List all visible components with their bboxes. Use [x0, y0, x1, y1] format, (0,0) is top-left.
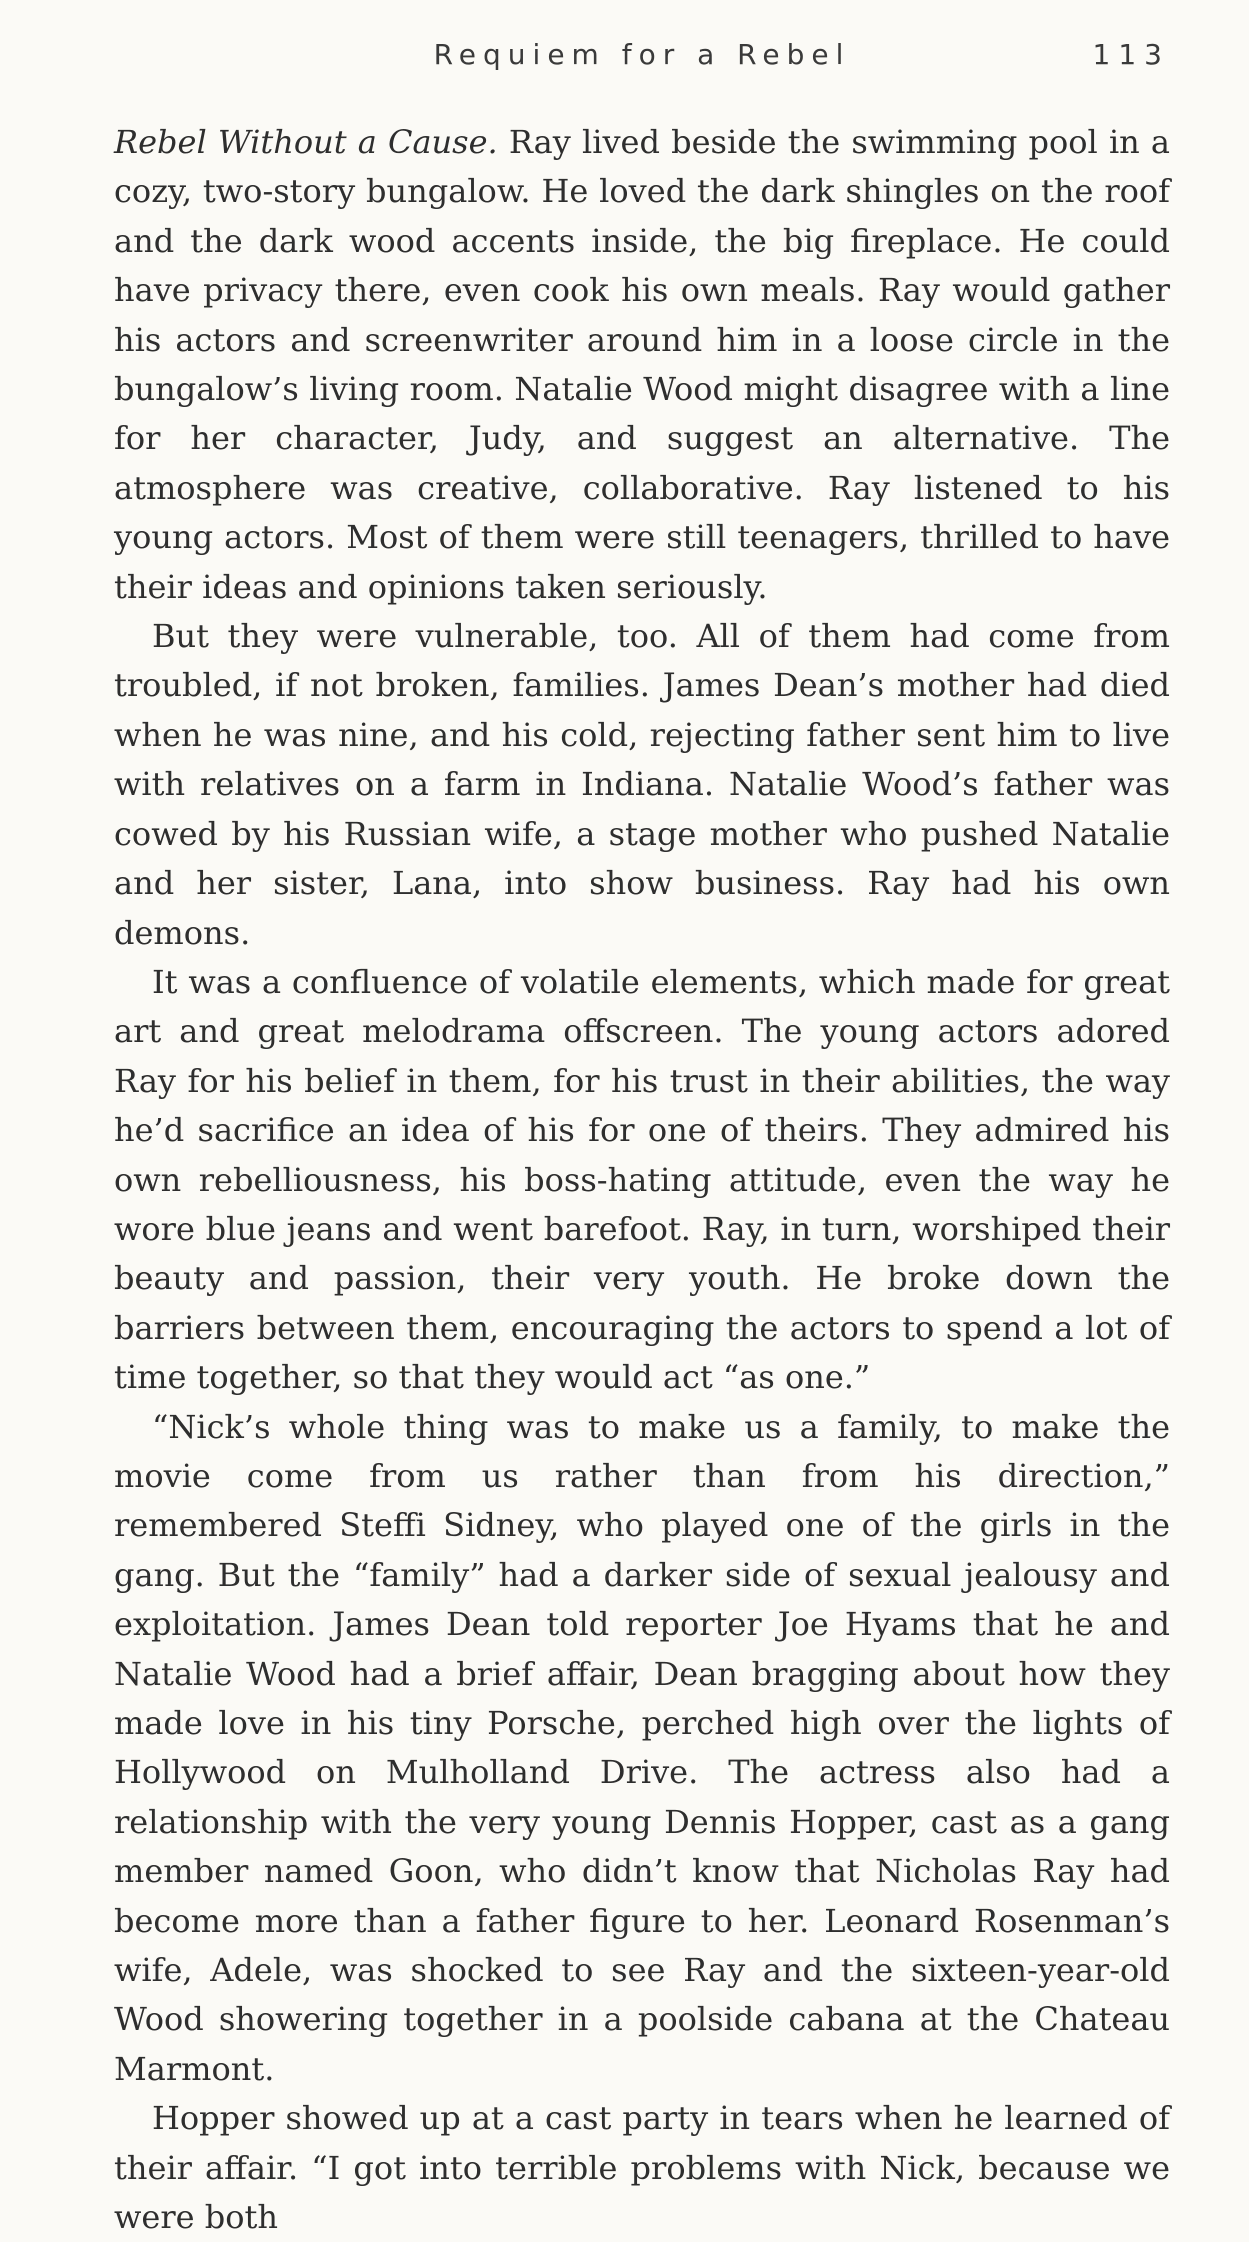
- book-title-italic: Rebel Without a Cause.: [114, 123, 498, 161]
- paragraph-4: “Nick’s whole thing was to make us a family, to make the movie come from us rather than from his direction,” remembered Steffi Sidney, who played one of the girls in the gang. But the “family” had a darker side of sexual jealousy and exploitation. James Dean told reporter Joe Hyams that he and Natalie Wood had a brief affair, Dean bragging about how they made love in his tiny Porsche, perched high over the lights of Hollywood on Mulholland Drive. The actress also had a relationship with the very young Dennis Hopper, cast as a gang member named Goon, who didn’t know that Nicholas Ray had become more than a father figure to her. Leonard Rosenman’s wife, Adele, was shocked to see Ray and the sixteen-year-old Wood showering together in a poolside cabana at the Chateau Marmont.: [114, 1407, 1170, 2088]
- body-text: [114, 118, 1170, 2242]
- paragraph-3: It was a confluence of volatile elements, which made for great art and great melodrama offscreen. The young actors adored Ray for his belief in them, for his trust in their abilities, the way he’d sacrifice an idea of his for one of theirs. They admired his own rebelliousness, his boss-hating attitude, even the way he wore blue jeans and went barefoot. Ray, in turn, worshiped their beauty and passion, their very youth. He broke down the barriers between them, encouraging the actors to spend a lot of time together, so that they would act “as one.”: [114, 962, 1170, 1397]
- paragraph-2: But they were vulnerable, too. All of them had come from troubled, if not broken, families. James Dean’s mother had died when he was nine, and his cold, rejecting father sent him to live with relatives on a farm in Indiana. Natalie Wood’s father was cowed by his Russian wife, a stage mother who pushed Natalie and her sister, Lana, into show business. Ray had his own demons.: [114, 617, 1170, 952]
- running-head: [114, 38, 1170, 86]
- paragraph-1: [114, 118, 1170, 612]
- paragraph-5: Hopper showed up at a cast party in tears when he learned of their affair. “I got into terrible problems with Nick, because we were both: [114, 2099, 1170, 2237]
- running-title: Requiem for a Rebel: [433, 38, 851, 71]
- page-number: 113: [1092, 38, 1170, 71]
- paragraph-1-text: Ray lived beside the swimming pool in a cozy, two-story bungalow. He loved the dark shingles on the roof and the dark wood accents inside, the big fireplace. He could have privacy there, even cook his own meals. Ray would gather his actors and screenwriter around him in a loose circle in the bungalow’s living room. Natalie Wood might disagree with a line for her character, Judy, and suggest an alternative. The atmosphere was creative, collaborative. Ray listened to his young actors. Most of them were still teenagers, thrilled to have their ideas and opinions taken seriously.: [114, 123, 1171, 606]
